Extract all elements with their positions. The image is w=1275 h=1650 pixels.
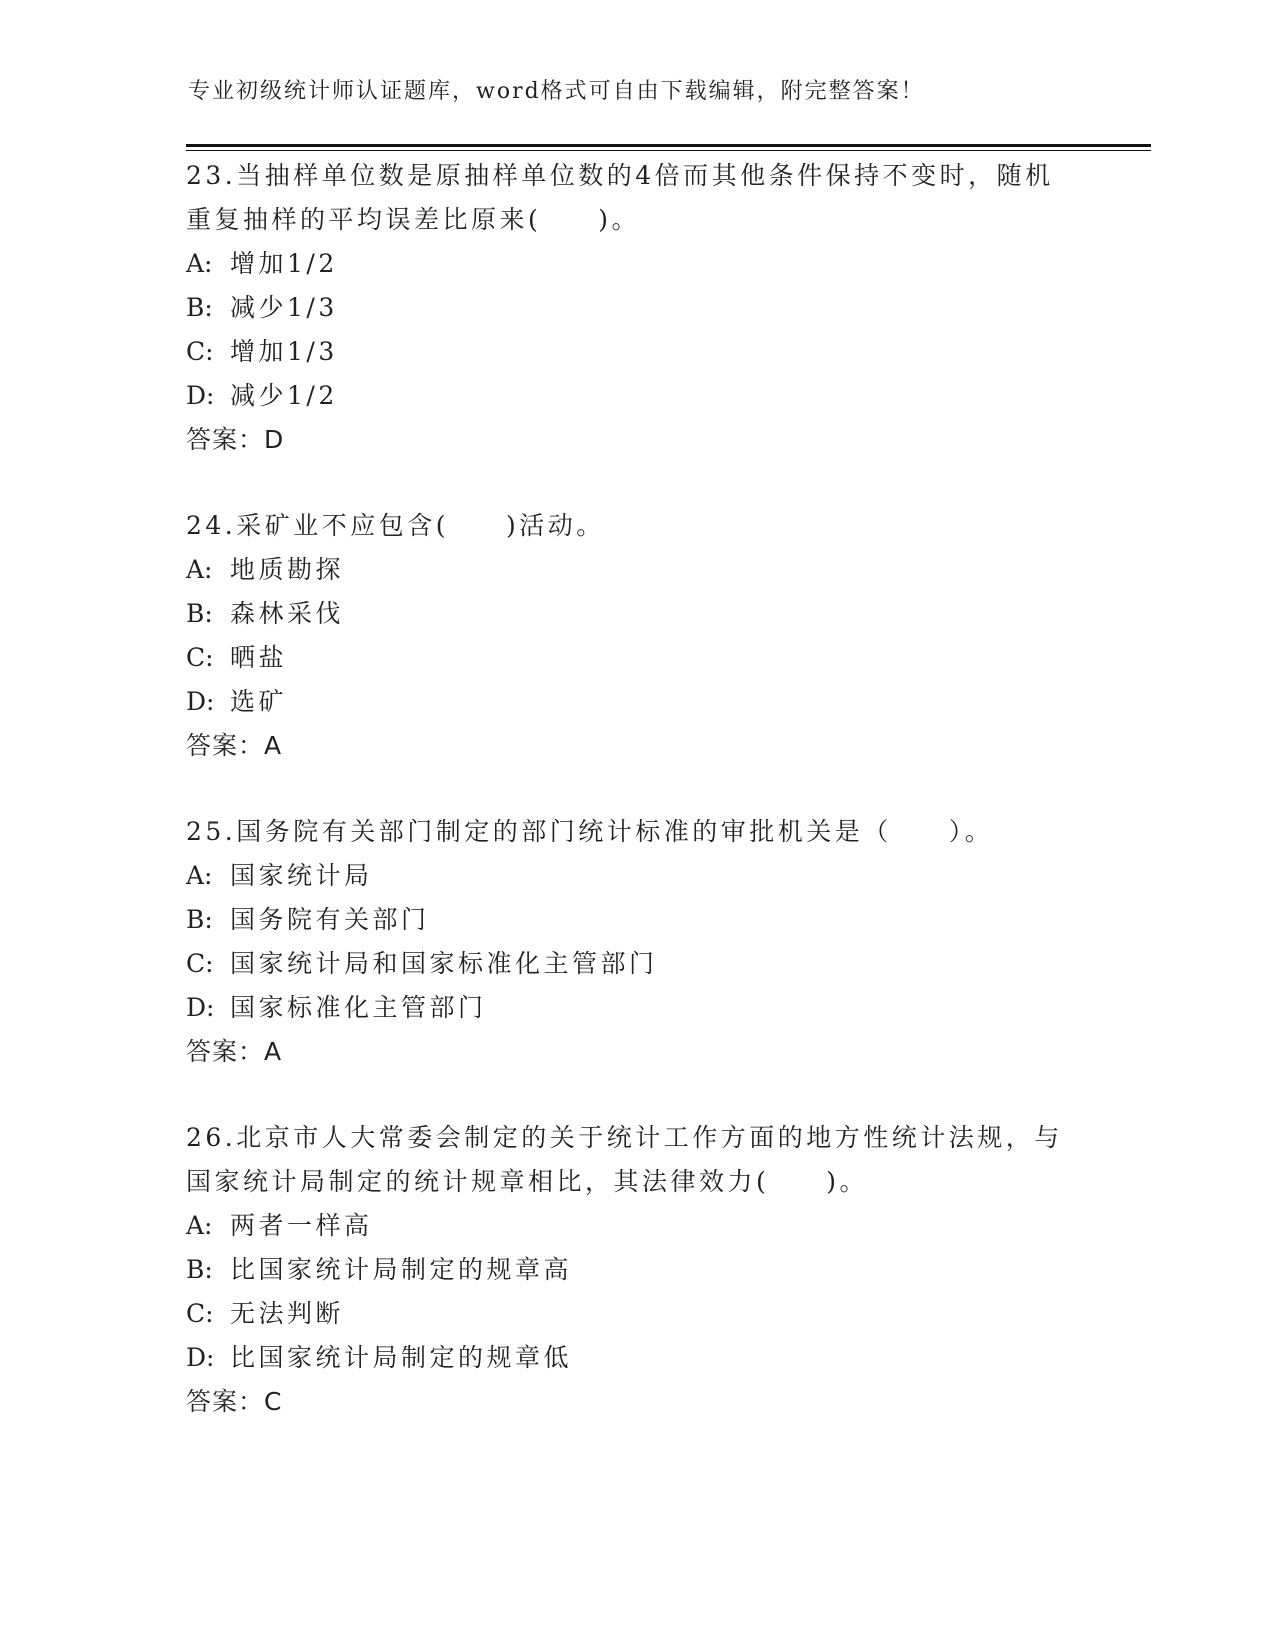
option-d	[186, 988, 487, 1024]
option-text: 无法判断	[230, 1299, 345, 1328]
question-text-line: 25.国务院有关部门制定的部门统计标准的审批机关是（ ）。	[186, 817, 994, 846]
option-letter: C:	[186, 1299, 214, 1328]
option-b	[186, 594, 344, 630]
question-text-line: 重复抽样的平均误差比原来( )。	[186, 205, 641, 234]
option-c	[186, 944, 658, 980]
option-c	[186, 1294, 344, 1330]
option-letter: B:	[186, 905, 213, 934]
option-text: 增加1/2	[230, 249, 338, 278]
option-letter: A:	[186, 555, 213, 584]
option-a	[186, 856, 373, 892]
page-header-note: 专业初级统计师认证题库，word格式可自由下载编辑，附完整答案！	[188, 79, 925, 104]
option-b	[186, 900, 430, 936]
question-text-line: 24.采矿业不应包含( )活动。	[186, 511, 605, 540]
option-text: 减少1/3	[230, 293, 338, 322]
option-letter: D:	[186, 687, 215, 716]
option-letter: D:	[186, 1343, 215, 1372]
question-text-line: 23.当抽样单位数是原抽样单位数的4倍而其他条件保持不变时，随机	[186, 161, 1054, 190]
option-a	[186, 550, 344, 586]
option-text: 晒盐	[230, 643, 288, 672]
option-text: 国务院有关部门	[230, 905, 430, 934]
question-text-line: 26.北京市人大常委会制定的关于统计工作方面的地方性统计法规，与	[186, 1123, 1063, 1152]
option-text: 减少1/2	[230, 381, 338, 410]
option-text: 森林采伐	[230, 599, 345, 628]
header-divider-thin	[186, 150, 1151, 151]
option-letter: B:	[186, 293, 213, 322]
option-letter: A:	[186, 861, 213, 890]
option-text: 比国家统计局制定的规章低	[230, 1343, 573, 1372]
option-letter: C:	[186, 337, 214, 366]
option-letter: A:	[186, 1211, 213, 1240]
header-divider-thick	[186, 144, 1151, 147]
option-letter: D:	[186, 993, 215, 1022]
option-d	[186, 376, 338, 412]
option-text: 增加1/3	[230, 337, 338, 366]
option-text: 国家统计局和国家标准化主管部门	[230, 949, 658, 978]
option-a	[186, 1206, 373, 1242]
answer-line: 答案：A	[186, 1037, 283, 1066]
option-text: 地质勘探	[230, 555, 345, 584]
option-text: 国家统计局	[230, 861, 373, 890]
question-text-line: 国家统计局制定的统计规章相比，其法律效力( )。	[186, 1167, 869, 1196]
option-text: 选矿	[230, 687, 288, 716]
option-letter: C:	[186, 643, 214, 672]
answer-line: 答案：A	[186, 731, 283, 760]
option-d	[186, 1338, 572, 1374]
option-text: 比国家统计局制定的规章高	[230, 1255, 573, 1284]
option-letter: B:	[186, 1255, 213, 1284]
option-text: 两者一样高	[230, 1211, 373, 1240]
option-letter: D:	[186, 381, 215, 410]
option-text: 国家标准化主管部门	[230, 993, 487, 1022]
option-a	[186, 244, 338, 280]
answer-line: 答案：C	[186, 1387, 283, 1416]
option-b	[186, 288, 338, 324]
option-c	[186, 332, 338, 368]
option-c	[186, 638, 287, 674]
option-letter: A:	[186, 249, 213, 278]
option-letter: B:	[186, 599, 213, 628]
option-b	[186, 1250, 572, 1286]
option-d	[186, 682, 287, 718]
answer-line: 答案：D	[186, 425, 285, 454]
option-letter: C:	[186, 949, 214, 978]
